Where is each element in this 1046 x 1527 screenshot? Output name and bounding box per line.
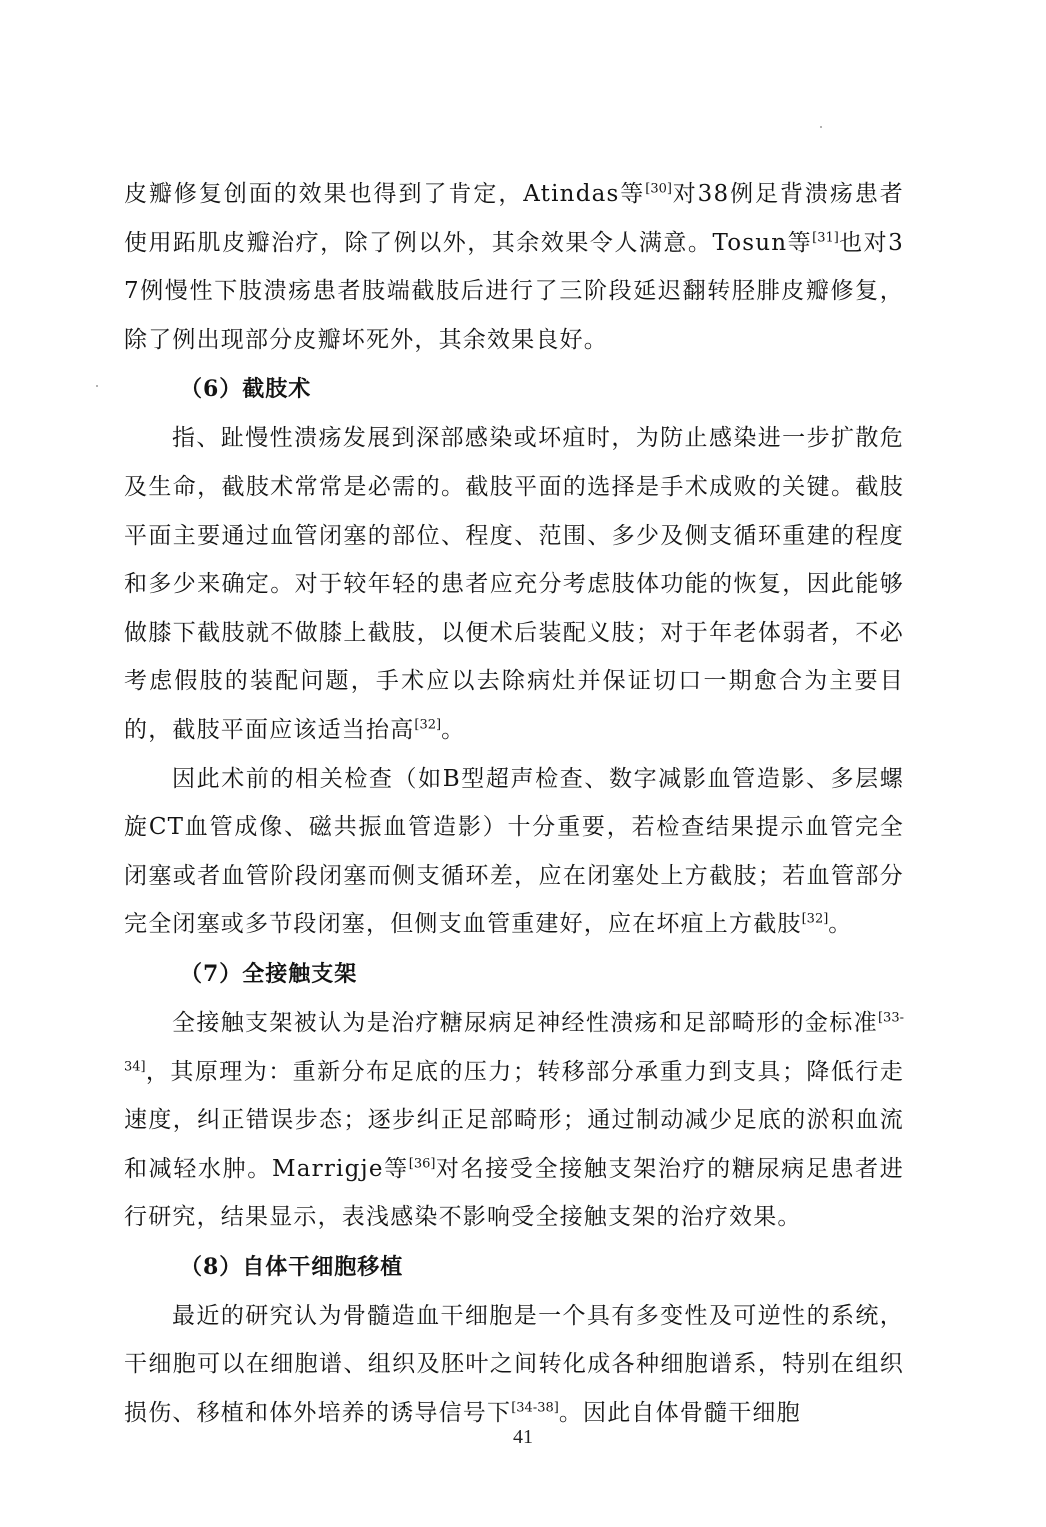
section-heading-total-contact-cast: （7）全接触支架 xyxy=(180,960,358,987)
paragraph-preop-exam xyxy=(124,755,904,949)
text-run: ，其原理为：重新分布足底的压力；转移部分承重力到支具；降低行走速度，纠正错误步态；逐步纠正足部畸形；通过制动减少足底的淤积血流和减轻水肿。Marrigje等 xyxy=(124,1058,904,1182)
paragraph-amputation xyxy=(124,414,904,754)
citation-ref: [33-34] xyxy=(124,1010,904,1074)
paragraph-flap-repair xyxy=(124,170,904,364)
text-run: 也对37例慢性下肢溃疡患者肢端截肢后进行了三阶段延迟翻转胫腓皮瓣修复，除了例出现部分皮瓣坏死外，其余效果良好。 xyxy=(124,229,905,353)
text-run: 全接触支架被认为是治疗糖尿病足神经性溃疡和足部畸形的金标准 xyxy=(172,1009,878,1036)
citation-ref: [34-38] xyxy=(511,1400,559,1416)
citation-ref: [36] xyxy=(408,1156,436,1172)
text-run: 。 xyxy=(441,716,466,743)
text-run: 。因此自体骨髓干细胞 xyxy=(558,1400,801,1427)
paragraph-stem-cell xyxy=(124,1292,904,1438)
citation-ref: [32] xyxy=(414,717,442,733)
text-run: 指、趾慢性溃疡发展到深部感染或坏疽时，为防止感染进一步扩散危及生命，截肢术常常是必需的。截肢平面的选择是手术成败的关键。截肢平面主要通过血管闭塞的部位、程度、范围、多少及侧支循环重建的程度和多少来确定。对于较年轻的患者应充分考虑肢体功能的恢复，因此能够做膝下截肢就不做膝上截肢，以便术后装配义肢；对于年老体弱者，不必考虑假肢的装配问题，手术应以去除病灶并保证切口一期愈合为主要目的，截肢平面应该适当抬高 xyxy=(124,425,904,743)
text-run: 对名接受全接触支架治疗的糖尿病足患者进行研究，结果显示，表浅感染不影响受全接触支架的治疗效果。 xyxy=(124,1155,904,1231)
text-run: 对38例足背溃疡患者使用跖肌皮瓣治疗，除了例以外，其余效果令人满意。Tosun等 xyxy=(124,181,904,256)
section-heading-stem-cell: （8）自体干细胞移植 xyxy=(180,1253,404,1280)
page-number: 41 xyxy=(513,1426,533,1448)
text-run: 最近的研究认为骨髓造血干细胞是一个具有多变性及可逆性的系统，干细胞可以在细胞谱、组织及胚叶之间转化成各种细胞谱系，特别在组织损伤、移植和体外培养的诱导信号下 xyxy=(124,1302,904,1427)
citation-ref: [32] xyxy=(801,911,829,927)
scan-speck xyxy=(96,385,98,387)
text-run: 。 xyxy=(828,911,853,938)
citation-ref: [30] xyxy=(645,181,672,197)
scan-speck xyxy=(820,126,822,128)
section-heading-amputation: （6）截肢术 xyxy=(180,376,312,403)
text-run: 因此术前的相关检查（如B型超声检查、数字减影血管造影、多层螺旋CT血管成像、磁共振血管造影）十分重要，若检查结果提示血管完全闭塞或者血管阶段闭塞而侧支循环差，应在闭塞处上方截肢；若血管部分完全闭塞或多节段闭塞，但侧支血管重建好，应在坏疽上方截肢 xyxy=(124,765,904,938)
paragraph-total-contact-cast xyxy=(124,999,904,1242)
body-text xyxy=(124,170,904,1438)
text-run: 皮瓣修复创面的效果也得到了肯定，Atindas等 xyxy=(124,181,646,207)
citation-ref: [31] xyxy=(812,229,839,245)
